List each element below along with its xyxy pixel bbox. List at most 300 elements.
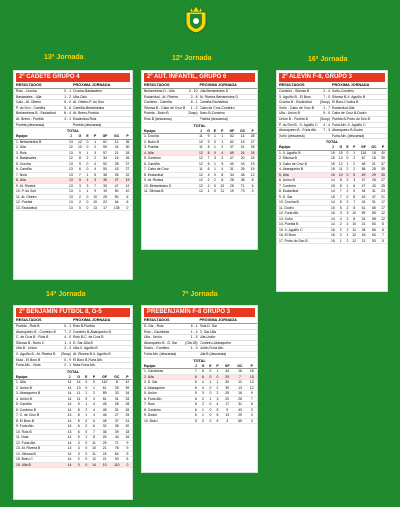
stat-cell: 0 — [89, 380, 98, 386]
stat-cell: 5 — [350, 172, 358, 178]
stat-cell: 52 — [227, 134, 237, 140]
stat-cell: 28 — [358, 227, 369, 233]
team-name: 9. Furia Ath. — [14, 424, 65, 430]
stat-cell: 1 — [91, 139, 100, 145]
standings-table — [14, 375, 132, 469]
stat-cell: 34 — [100, 156, 111, 162]
stat-cell: 2 — [83, 424, 89, 430]
stat-cell: 11 — [89, 440, 98, 446]
club-crest-icon — [182, 4, 210, 34]
team-name: 11. At. Obeiro — [14, 194, 66, 200]
stat-cell: 12 — [350, 238, 358, 244]
jornada-label-benjamin: 14ª Jornada — [46, 291, 86, 298]
stat-cell: 4 — [91, 167, 100, 173]
stat-cell: 3 — [91, 178, 100, 184]
stat-cell: 10 — [75, 145, 84, 151]
stat-cell: 12 — [197, 172, 206, 178]
standings-header-cell: GC — [237, 129, 248, 134]
stat-cell: 10 — [218, 183, 227, 189]
team-name: 10. Rois B — [14, 429, 65, 435]
stat-cell: 38 — [237, 178, 248, 184]
card-title: 2º BENJAMÍN FÚTBOL 8, G-5 — [16, 308, 130, 317]
result-score: 0 - 1 — [64, 324, 71, 328]
standings-header-cell: E — [85, 374, 88, 379]
stat-cell: 0 — [207, 391, 214, 397]
result-score: 1 - 2 — [190, 105, 198, 110]
stat-cell: 10 — [337, 172, 345, 178]
stat-cell: 11 — [218, 189, 227, 195]
team-name: 4. Ulla — [142, 150, 197, 156]
stat-cell: 1 — [212, 145, 218, 151]
stat-cell: 0 — [84, 200, 90, 206]
result-match: Xuño (descansa) — [279, 133, 305, 138]
team-name: 9. Dodro — [142, 413, 193, 419]
stat-cell: 28 — [227, 183, 237, 189]
stat-cell: 11 — [350, 227, 358, 233]
stat-cell: 1 — [84, 172, 90, 178]
stat-cell: 0 — [84, 167, 90, 173]
team-name: 4. Abanqueiro — [142, 385, 193, 391]
table-row — [142, 418, 257, 424]
result-score: (Susp) — [320, 100, 330, 105]
team-name: 8. Ulla — [14, 178, 66, 184]
next-match: Puebla B-Porto do Son B — [332, 116, 370, 121]
next-match: Rois B-Puebla — [73, 324, 95, 328]
result-match: Ulla - Unión B — [279, 111, 300, 116]
stat-cell: 31 — [111, 407, 123, 413]
standings-header-cell: J — [329, 145, 337, 150]
result-score: N - 4 — [63, 111, 71, 116]
stat-cell: 24 — [99, 451, 111, 457]
next-match: Abanqueiro B-Dodro — [332, 128, 363, 133]
stat-cell: 2 — [337, 227, 345, 233]
stat-cell: 1 — [218, 139, 227, 145]
stat-cell: 12 — [248, 172, 257, 178]
stat-cell: 5 — [74, 435, 83, 441]
stat-cell: 2 — [350, 167, 358, 173]
result-match: Cordeiro - Silvosa B — [279, 89, 310, 93]
stat-cell: 24 — [358, 216, 369, 222]
stat-cell: 26 — [110, 172, 123, 178]
stat-cell: 84 — [111, 451, 123, 457]
stat-cell: 13 — [66, 205, 75, 211]
stat-cell: 33 — [123, 396, 132, 402]
jornada-label-alevin: 16ª Jornada — [308, 56, 348, 63]
stat-cell: 13 — [337, 156, 345, 162]
next-match: At. Riveira-Bertamiráns D — [199, 94, 238, 99]
stat-cell: 8 — [205, 150, 212, 156]
stat-cell: 21 — [358, 222, 369, 228]
stat-cell: 14 — [89, 462, 98, 468]
stat-cell: 18 — [123, 429, 132, 435]
stat-cell: 81 — [99, 396, 111, 402]
stat-cell: 47 — [110, 183, 123, 189]
standings-header-cell: J — [193, 364, 199, 369]
result-match: Rois - Crocha — [16, 89, 37, 93]
team-name: 5. Camiña — [14, 402, 65, 408]
stat-cell: 13 — [221, 413, 233, 419]
team-name: 14. Puebla B — [277, 222, 329, 228]
stat-cell: 4 — [89, 407, 98, 413]
stat-cell: 13 — [66, 139, 75, 145]
stat-cell: 12 — [197, 183, 206, 189]
stat-cell: 12 — [337, 161, 345, 167]
stat-cell: 4 — [199, 380, 207, 386]
result-score: 1 - 3 — [190, 346, 198, 351]
stat-cell: 65 — [233, 418, 246, 424]
stat-cell: 0 — [84, 161, 90, 167]
stat-cell: 1 — [346, 161, 349, 166]
stat-cell: 0 — [123, 462, 132, 468]
stat-cell: 13 — [66, 183, 75, 189]
stat-cell: 21 — [99, 446, 111, 452]
stat-cell: 12 — [233, 380, 246, 386]
stat-cell: 1 — [212, 167, 218, 173]
stat-cell: 9 — [205, 134, 212, 140]
result-score: 7 - 3 — [323, 128, 330, 133]
stat-cell: 58 — [358, 167, 369, 173]
standings-header-cell: E — [207, 364, 214, 369]
stat-cell: 6 — [89, 424, 98, 430]
stat-cell: 2 — [346, 205, 349, 210]
stat-cell: 4 — [89, 402, 98, 408]
stat-cell: 1 — [199, 413, 207, 419]
stat-cell: 23 — [379, 189, 387, 195]
stat-cell: 2 — [346, 167, 349, 172]
next-match: Furia Ath. (descansa) — [332, 133, 365, 138]
stat-cell: 7 — [91, 183, 100, 189]
stat-cell: 35 — [100, 178, 111, 184]
team-name: 13. Xuño — [277, 216, 329, 222]
stat-cell: 9 — [247, 391, 257, 397]
stat-cell: 14 — [65, 418, 74, 424]
stat-cell: 28 — [369, 167, 379, 173]
stat-cell: 21 — [99, 457, 111, 463]
stat-cell: 25 — [99, 440, 111, 446]
stat-cell: 20 — [237, 156, 248, 162]
stat-cell: 32 — [99, 424, 111, 430]
result-score: (Susp) — [320, 116, 330, 121]
stat-cell: 31 — [227, 167, 237, 173]
stat-cell: 13 — [66, 189, 75, 195]
stat-cell: 0 — [199, 418, 207, 424]
stat-cell: 3 — [75, 183, 84, 189]
stat-cell: 0 — [83, 457, 89, 463]
stat-cell: 13 — [66, 167, 75, 173]
stat-cell: 24 — [248, 150, 257, 156]
stat-cell: 12 — [75, 139, 84, 145]
team-name: 4. Unión B — [14, 396, 65, 402]
stat-cell: 2 — [337, 222, 345, 228]
stat-cell: 33 — [100, 183, 111, 189]
results-header-cell: RESULTADOS — [16, 83, 42, 87]
standings-table — [142, 364, 257, 425]
next-match: Cabo de Cruz-Cordeiro — [199, 105, 235, 110]
total-label: TOTAL — [66, 129, 80, 134]
stat-cell: 51 — [358, 205, 369, 211]
next-match: Ulla-X. Aguiño B — [73, 346, 98, 351]
stat-cell: 0 — [84, 145, 90, 151]
stat-cell: 3 — [214, 396, 221, 402]
result-match: Puebla (descansa) — [16, 122, 45, 127]
next-match: El Boro B-Furia Ath. — [73, 357, 103, 362]
next-match: Puebla (descansa) — [199, 116, 228, 121]
standings-header-cell: GC — [233, 364, 246, 369]
stat-cell: 16 — [233, 391, 246, 397]
stat-cell: 2 — [346, 216, 349, 221]
stat-cell: 2 — [199, 402, 207, 408]
stat-cell: 0 — [207, 374, 214, 380]
stat-cell: 2 — [350, 161, 358, 167]
stat-cell: 8 — [337, 178, 345, 184]
result-match: Abanqueiro B - Cordeiro B — [16, 329, 56, 334]
stat-cell: 18 — [247, 369, 257, 375]
result-row — [14, 363, 132, 369]
stat-cell: 25 — [123, 413, 132, 419]
stat-cell: 28 — [123, 402, 132, 408]
result-match: P. do Son B - X. Aguiño C — [279, 122, 318, 127]
stat-cell: 42 — [123, 380, 132, 386]
standings-header-cell: GC — [369, 145, 379, 150]
standings-header-cell: Equipo — [14, 134, 66, 139]
result-score: 9 - 0 — [323, 111, 330, 116]
stat-cell: 1 — [212, 134, 218, 140]
next-match: Ulla-Unión — [199, 335, 216, 340]
standings-header-cell: P — [350, 145, 358, 150]
stat-cell: 12 — [379, 216, 387, 222]
stat-cell: 55 — [369, 211, 379, 217]
standings-card-alevin — [276, 70, 388, 292]
stat-cell: 8 — [74, 418, 83, 424]
card-title: 2º CADETE GRUPO 4 — [16, 73, 130, 82]
stat-cell: 14 — [329, 200, 337, 206]
standings-header-cell: GF — [358, 145, 369, 150]
results-header-cell: RESULTADOS — [279, 83, 305, 87]
stat-cell: 21 — [379, 194, 387, 200]
stat-cell: 31 — [233, 402, 246, 408]
stat-cell: 8 — [205, 145, 212, 151]
stat-cell: 14 — [237, 134, 248, 140]
stat-cell: 15 — [329, 161, 337, 167]
stat-cell: 1 — [89, 385, 98, 391]
stat-cell: 9 — [123, 446, 132, 452]
next-match: Cabo de Cruz B-Dodro — [332, 111, 367, 116]
standings-table — [14, 134, 132, 211]
stat-cell: 9 — [123, 451, 132, 457]
stat-cell: 24 — [123, 418, 132, 424]
stat-cell: 44 — [221, 369, 233, 375]
stat-cell: 15 — [337, 150, 345, 156]
result-match: Ulla B - Unión — [16, 346, 37, 351]
stat-cell: 0 — [346, 156, 349, 161]
standings-header-cell: GC — [110, 134, 123, 139]
stat-cell: 4 — [91, 161, 100, 167]
standings-header-cell: G — [337, 145, 345, 150]
team-name: 4. Bastavales — [14, 156, 66, 162]
stat-cell: 0 — [346, 194, 349, 199]
next-match: Noia-Furia Ath. — [73, 363, 96, 368]
stat-cell: 8 — [350, 205, 358, 211]
stat-cell: 40 — [227, 161, 237, 167]
stat-cell: 19 — [248, 161, 257, 167]
stat-cell: 14 — [65, 424, 74, 430]
stat-cell: 11 — [197, 145, 206, 151]
stat-cell: 8 — [379, 227, 387, 233]
stat-cell: 71 — [111, 440, 123, 446]
stat-cell: 14 — [65, 440, 74, 446]
result-match: Silvosa B - Boiro C — [16, 340, 45, 345]
stat-cell: 25 — [248, 145, 257, 151]
result-row — [14, 123, 132, 129]
stat-cell: 48 — [99, 407, 111, 413]
stat-cell: 6 — [123, 457, 132, 463]
total-label: TOTAL — [193, 358, 206, 363]
next-match: D. Sar-Ulla B — [73, 340, 93, 345]
team-name: 7. Noia — [14, 172, 66, 178]
stat-cell: 6 — [193, 374, 199, 380]
stat-cell: 3 — [247, 407, 257, 413]
stat-cell: 6 — [205, 161, 212, 167]
stat-cell: 13 — [66, 200, 75, 206]
stat-cell: 27 — [110, 178, 123, 184]
stat-cell: 3 — [247, 413, 257, 419]
stat-cell: 10 — [99, 462, 111, 468]
stat-cell: 48 — [237, 172, 248, 178]
stat-cell: 0 — [214, 374, 221, 380]
stat-cell: 15 — [329, 238, 337, 244]
team-name: 14. Silvosa B — [14, 451, 65, 457]
stat-cell: 24 — [248, 156, 257, 162]
stat-cell: 0 — [83, 385, 89, 391]
next-match: Boiro B-Cordeiro — [199, 111, 225, 116]
stat-cell: 21 — [110, 150, 123, 156]
stat-cell: 13 — [66, 172, 75, 178]
stat-cell: 2 — [218, 145, 227, 151]
standings-header-cell: Equipo — [14, 375, 65, 380]
stat-cell: 48 — [358, 161, 369, 167]
stat-cell: 8 — [218, 178, 227, 184]
stat-cell: 83 — [369, 222, 379, 228]
result-score: 0 - 1 — [64, 89, 71, 93]
stat-cell: 28 — [110, 161, 123, 167]
team-name: 13. Esclavitud — [14, 205, 66, 211]
result-match: P. do Son - Camiña — [16, 105, 46, 110]
stat-cell: 8 — [111, 380, 123, 386]
stat-cell: 28 — [227, 178, 237, 184]
team-name: 13. At. Riveira B — [14, 446, 65, 452]
jornada-label-prebenjamin: 7ª Jornada — [182, 291, 218, 298]
team-name: 12. Furia Ath. — [277, 211, 329, 217]
result-match: C. de Cruz B - Rois B — [16, 335, 49, 340]
team-name: 2. Boiro B — [142, 139, 197, 145]
stat-cell: 27 — [111, 413, 123, 419]
stat-cell: 29 — [233, 413, 246, 419]
total-label: TOTAL — [325, 140, 339, 145]
stat-cell: 14 — [65, 407, 74, 413]
stat-cell: 14 — [329, 178, 337, 184]
team-name: 10. P. do Son — [14, 189, 66, 195]
stat-cell: 26 — [123, 156, 132, 162]
stat-cell: 15 — [329, 233, 337, 239]
stat-cell: 31 — [111, 396, 123, 402]
stat-cell: 39 — [221, 385, 233, 391]
stat-cell: 6 — [123, 194, 132, 200]
standings-card-benjamin — [13, 305, 133, 500]
result-score: 0 - 9 — [64, 357, 71, 362]
standings-header-cell: P — [123, 134, 132, 139]
stat-cell: 27 — [123, 167, 132, 173]
stat-cell: 4 — [218, 167, 227, 173]
result-match: Abanqueiro B - D. Sar — [144, 340, 178, 345]
stat-cell: 0 — [83, 462, 89, 468]
table-row — [277, 238, 387, 244]
team-name: 11. Dodro — [277, 205, 329, 211]
result-match: D. Sar - Rois — [144, 324, 164, 328]
stat-cell: 1 — [83, 391, 89, 397]
stat-cell: 4 — [199, 385, 207, 391]
stat-cell: 1 — [218, 134, 227, 140]
next-match: Ulla-Calo — [73, 94, 87, 99]
stat-cell: 18 — [369, 156, 379, 162]
result-match: X. Aguiño B - El Boro — [279, 94, 311, 99]
stat-cell: 12 — [379, 211, 387, 217]
stat-cell: 47 — [369, 194, 379, 200]
standings-header-cell: E — [346, 145, 349, 150]
team-name: 4. Abanqueiro B — [277, 167, 329, 173]
stat-cell: 11 — [89, 451, 98, 457]
standings-header-cell: P — [91, 134, 100, 139]
stat-cell: 24 — [237, 150, 248, 156]
stat-cell: 17 — [100, 205, 111, 211]
stat-cell: 2 — [205, 183, 212, 189]
stat-cell: 12 — [123, 183, 132, 189]
stat-cell: 8 — [75, 156, 84, 162]
stat-cell: 26 — [369, 178, 379, 184]
stat-cell: 16 — [329, 227, 337, 233]
team-name: 6. Camiña — [14, 167, 66, 173]
stat-cell: 2 — [218, 156, 227, 162]
stat-cell: 3 — [74, 440, 83, 446]
stat-cell: 2 — [346, 189, 349, 194]
stat-cell: 61 — [100, 139, 111, 145]
stat-cell: 14 — [65, 457, 74, 463]
result-score: 6 - 1 — [190, 100, 198, 105]
stat-cell: 3 — [350, 178, 358, 184]
stat-cell: 1 — [214, 380, 221, 386]
stat-cell: 7 — [75, 172, 84, 178]
stat-cell: 11 — [74, 396, 83, 402]
stat-cell: 2 — [346, 222, 349, 227]
stat-cell: 15 — [329, 150, 337, 156]
stat-cell: 5 — [75, 178, 84, 184]
stat-cell: 12 — [350, 233, 358, 239]
next-match: Cordeiro-Abanqueiro — [199, 340, 231, 345]
stat-cell: 9 — [221, 407, 233, 413]
stat-cell: 9 — [123, 440, 132, 446]
stat-cell: 2 — [199, 396, 207, 402]
stat-cell: 16 — [123, 435, 132, 441]
stat-cell: 17 — [221, 402, 233, 408]
result-score: 4 - 0 — [64, 335, 71, 340]
result-match: Ulla - Unión — [144, 335, 162, 340]
stat-cell: 0 — [74, 462, 83, 468]
stat-cell: 38 — [99, 429, 111, 435]
stat-cell: 43 — [369, 183, 379, 189]
next-match: Esclavitud-Ulla — [332, 105, 355, 110]
stat-cell: 2 — [346, 200, 349, 205]
stat-cell: 13 — [66, 150, 75, 156]
stat-cell: 15 — [329, 205, 337, 211]
